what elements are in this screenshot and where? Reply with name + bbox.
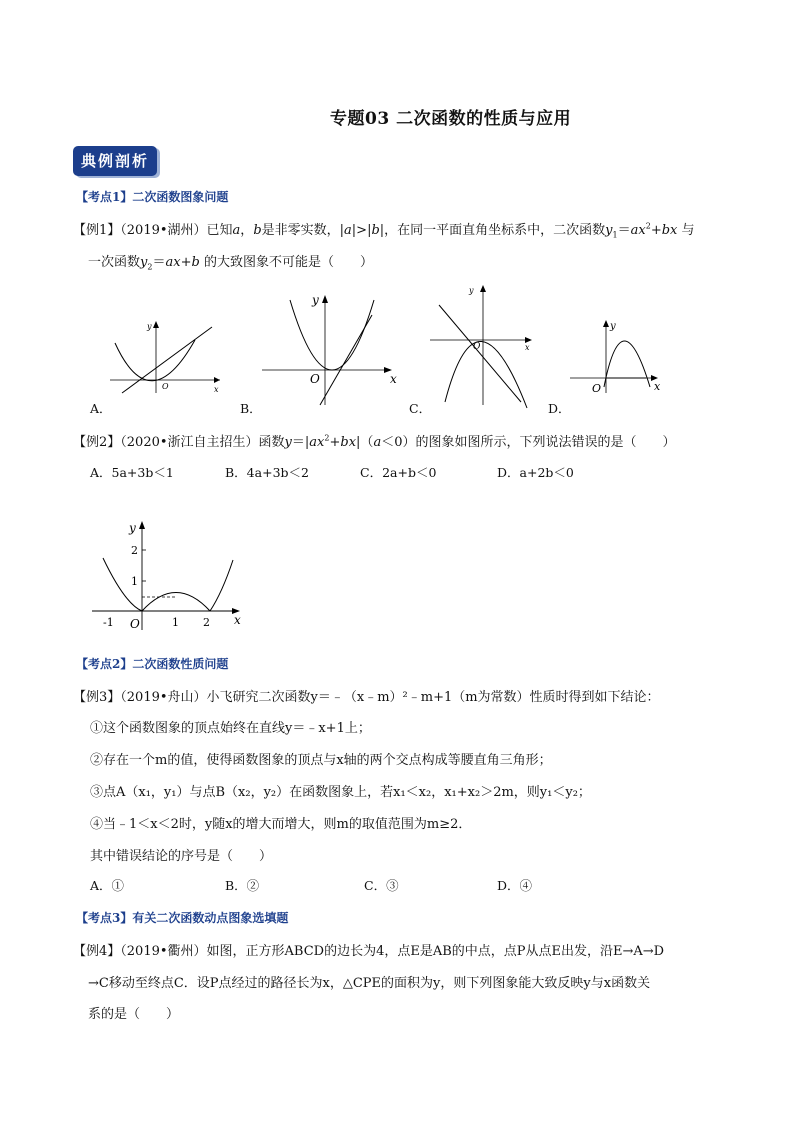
ex1-option-c: C． [409,401,432,416]
svg-text:O: O [310,372,320,386]
kaodian-2-heading: 【考点2】二次函数性质问题 [76,657,229,671]
svg-text:O: O [592,382,602,395]
svg-text:O: O [473,342,481,352]
ex2-option-b: B．4a+3b＜2 [225,465,309,480]
graph-a [110,315,225,395]
page-title: 专题03 二次函数的性质与应用 [330,109,572,129]
ex3-question: 其中错误结论的序号是（ ） [90,849,273,864]
svg-text:y: y [312,293,319,307]
svg-text:O: O [162,382,169,391]
ex1-option-b: B． [240,401,262,416]
ex1-option-a: A． [90,401,112,416]
ex3-option-a: A．① [90,878,125,893]
ex3-conclusion-4: ④当﹣1＜x＜2时，y随x的增大而增大，则m的取值范围为m≥2． [90,817,472,832]
section-badge: 典例剖析 [73,146,157,176]
example-4-line-3: 系的是（ ） [88,1007,180,1022]
example-1-line-2: 一次函数$y_2=ax+b$ 的大致图象不可能是（ ） [88,255,373,272]
example-2-line-1: 【例2】（2020•浙江自主招生）函数$y=|ax^2+bx|(a<0)$的图象如图所示，下列说法错误的是（ ） [73,433,676,450]
graph-example-2 [90,518,250,633]
example-4-line-1: 【例4】（2019•衢州）如图，正方形ABCD的边长为4，点E是AB的中点，点P从点E出发，沿E→A→D [73,944,665,959]
svg-text:x: x [214,385,219,394]
ex3-option-c: C．③ [364,878,399,893]
ex3-conclusion-2: ②存在一个m的值，使得函数图象的顶点与x轴的两个交点构成等腰直角三角形； [90,753,552,768]
ex2-option-a: A．5a+3b＜1 [90,465,174,480]
example-3-line-1: 【例3】（2019•舟山）小飞研究二次函数y＝﹣（x﹣m）²﹣m+1（m为常数）性质时得到如下结论： [73,690,660,705]
kaodian-1-heading: 【考点1】二次函数图象问题 [76,190,229,204]
graph-b [262,290,402,410]
ex2-tick-y-1: 1 [131,575,138,588]
ex2-tick-x-1: 1 [172,616,179,629]
ex3-conclusion-3: ③点A（x₁，y₁）与点B（x₂，y₂）在函数图象上，若x₁＜x₂，x₁+x₂＞2m，则y₁＜y₂； [90,785,591,800]
svg-text:y: y [469,286,474,295]
svg-text:x: x [525,343,530,352]
svg-text:x: x [390,372,397,386]
ex2-origin-label: O [130,617,140,631]
ex1-option-d: D． [548,401,571,416]
svg-text:y: y [610,321,616,332]
ex2-option-d: D．a+2b＜0 [497,465,574,480]
svg-text:x: x [654,380,661,393]
ex2-x-label: x [234,613,241,627]
kaodian-3-heading: 【考点3】有关二次函数动点图象选填题 [76,911,289,925]
svg-text:y: y [147,322,152,331]
example-1-line-1: 【例1】（2019•湖州）已知a，b是非零实数，|a|>|b|，在同一平面直角坐标系中，二次函数$y_1=ax^2+bx$ 与 [73,221,695,240]
ex3-conclusion-1: ①这个函数图象的顶点始终在直线y＝﹣x+1上； [90,721,371,736]
ex3-option-d: D．④ [497,878,533,893]
graph-d [570,315,665,395]
ex2-option-c: C．2a+b＜0 [360,465,437,480]
ex2-tick-x-neg1: -1 [103,616,114,629]
ex2-tick-x-2: 2 [203,616,210,629]
ex2-y-label: y [129,521,136,535]
ex3-option-b: B．② [225,878,260,893]
example-4-line-2: →C移动至终点C．设P点经过的路径长为x，△CPE的面积为y，则下列图象能大致反映y与x函数关 [88,976,651,991]
ex2-tick-y-2: 2 [131,544,138,557]
graph-c [425,280,540,410]
